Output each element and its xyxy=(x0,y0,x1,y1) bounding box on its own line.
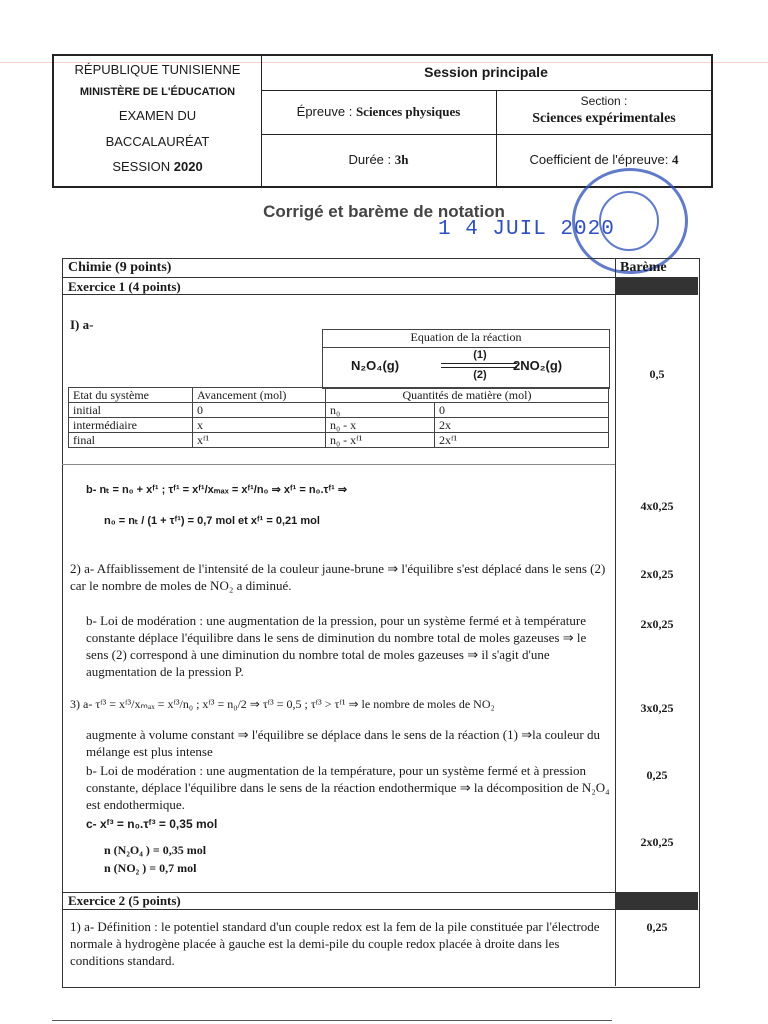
ex2-q1a-text: 1) a- Définition : le potentiel standard d'un couple redox est la fem de la pile constituée par l'électrode normale à hydrogène placée à gauche est la demi-pile du couple redox placée à droite dans les conditions standard. xyxy=(70,919,600,968)
bareme-q2a: 2x0,25 xyxy=(640,567,674,581)
bareme-q1a: 0,5 xyxy=(649,367,665,381)
exercice1-header: Exercice 1 (4 points) xyxy=(68,279,181,294)
coefficient-field: Coefficient de l'épreuve: 4 xyxy=(529,152,679,167)
examen-line1: EXAMEN DU xyxy=(118,108,197,123)
equilibrium-arrow-icon xyxy=(441,363,517,364)
republique-text: RÉPUBLIQUE TUNISIENNE xyxy=(74,62,241,77)
table-row: initial 0 n₀ 0 xyxy=(69,403,609,418)
q2a-text: 2) a- Affaiblissement de l'intensité de la couleur jaune-brune ⇒ l'équilibre s'est déplacé dans le sens (2) car le nombre de moles de NO₂ a diminué. xyxy=(70,561,606,593)
epreuve-field: Épreuve : Sciences physiques xyxy=(296,104,461,119)
bareme-q3c: 2x0,25 xyxy=(640,835,674,849)
q3a-line2: augmente à volume constant ⇒ l'équilibre se déplace dans le sens de la réaction (1) ⇒la couleur du mélange est plus intense xyxy=(86,727,600,759)
document-title: Corrigé et barème de notation xyxy=(263,202,505,221)
ministere-text: MINISTÈRE DE L'ÉDUCATION xyxy=(79,86,236,98)
q1b-line1: b- nₜ = n₀ + xᶠ¹ ; τᶠ¹ = xᶠ¹/xₘₐₓ = xᶠ¹/n₀ ⇒ xᶠ¹ = n₀.τᶠ¹ ⇒ xyxy=(86,484,348,496)
q3c-line2: n (N₂O₄ ) = 0,35 mol xyxy=(104,843,207,857)
duree-field: Durée : 3h xyxy=(348,152,409,167)
arrow-label-1: (1) xyxy=(473,349,487,361)
bareme-q2b: 2x0,25 xyxy=(640,617,674,631)
bareme-q3a: 3x0,25 xyxy=(640,701,674,715)
equation-header: Equation de la réaction xyxy=(323,330,609,348)
section-label: Section : xyxy=(580,94,628,108)
bareme-q1b: 4x0,25 xyxy=(640,499,674,513)
q3c-line3: n (NO₂ ) = 0,7 mol xyxy=(104,861,197,875)
equation-right: 2NO₂(g) xyxy=(513,358,563,373)
bareme-header: Barème xyxy=(620,260,667,275)
table-header: Avancement (mol) xyxy=(193,388,326,403)
arrow-label-2: (2) xyxy=(473,369,487,381)
table-header: Quantités de matière (mol) xyxy=(326,388,609,403)
equation-left: N₂O₄(g) xyxy=(351,358,400,373)
bareme-bar-2 xyxy=(616,893,698,909)
bareme-q3b: 0,25 xyxy=(646,768,668,782)
table-header-row xyxy=(69,388,609,403)
q3c-line1: c- xᶠ³ = n₀.τᶠ³ = 0,35 mol xyxy=(86,817,218,831)
table-row: final xᶠ¹ n₀ - xᶠ¹ 2xᶠ¹ xyxy=(69,433,609,448)
q3b-text: b- Loi de modération : une augmentation de la température, pour un système fermé et à pression constante, déplace l'équilibre dans le sens de la réaction endothermique ⇒ la décomposition de N₂O₄ est endothermique. xyxy=(86,763,610,812)
exam-header xyxy=(52,54,713,188)
divider xyxy=(62,277,698,278)
advancement-table xyxy=(68,387,609,448)
section-value: Sciences expérimentales xyxy=(532,111,676,126)
bareme-bar-1 xyxy=(616,278,698,294)
table-header: Etat du système xyxy=(69,388,193,403)
q1a-label: I) a- xyxy=(70,317,94,332)
bareme-ex2-q1a: 0,25 xyxy=(646,920,668,934)
examen-line2: BACCALAURÉAT xyxy=(105,134,210,149)
exercice2-header: Exercice 2 (5 points) xyxy=(68,893,181,908)
footer-rule xyxy=(52,1020,612,1021)
session-text: SESSION 2020 xyxy=(112,159,203,174)
stamp-date: 1 4 JUIL 2020 xyxy=(438,218,615,241)
table-row: intermédiaire x n₀ - x 2x xyxy=(69,418,609,433)
q1b-line2: n₀ = nₜ / (1 + τᶠ¹) = 0,7 mol et xᶠ¹ = 0,21 mol xyxy=(104,515,320,527)
divider xyxy=(62,909,698,910)
chimie-header: Chimie (9 points) xyxy=(68,260,172,275)
q3a-line1: 3) a- τᶠ³ = xᶠ³/xₘₐₓ = xᶠ³/n₀ ; xᶠ³ = n₀/2 ⇒ τᶠ³ = 0,5 ; τᶠ³ > τᶠ¹ ⇒ le nombre de moles de NO₂ xyxy=(70,697,495,711)
q2b-text: b- Loi de modération : une augmentation de la pression, pour un système fermé et à température constante déplace l'équilibre dans le sens de diminution du nombre total de moles gazeuses ⇒ le sens (2) correspond à une diminution du nombre total de moles gazeuses ⇒ il s'agit d'une augmentation de la pression P. xyxy=(86,613,587,679)
session-principale: Session principale xyxy=(424,64,548,80)
equation-box xyxy=(322,329,610,389)
